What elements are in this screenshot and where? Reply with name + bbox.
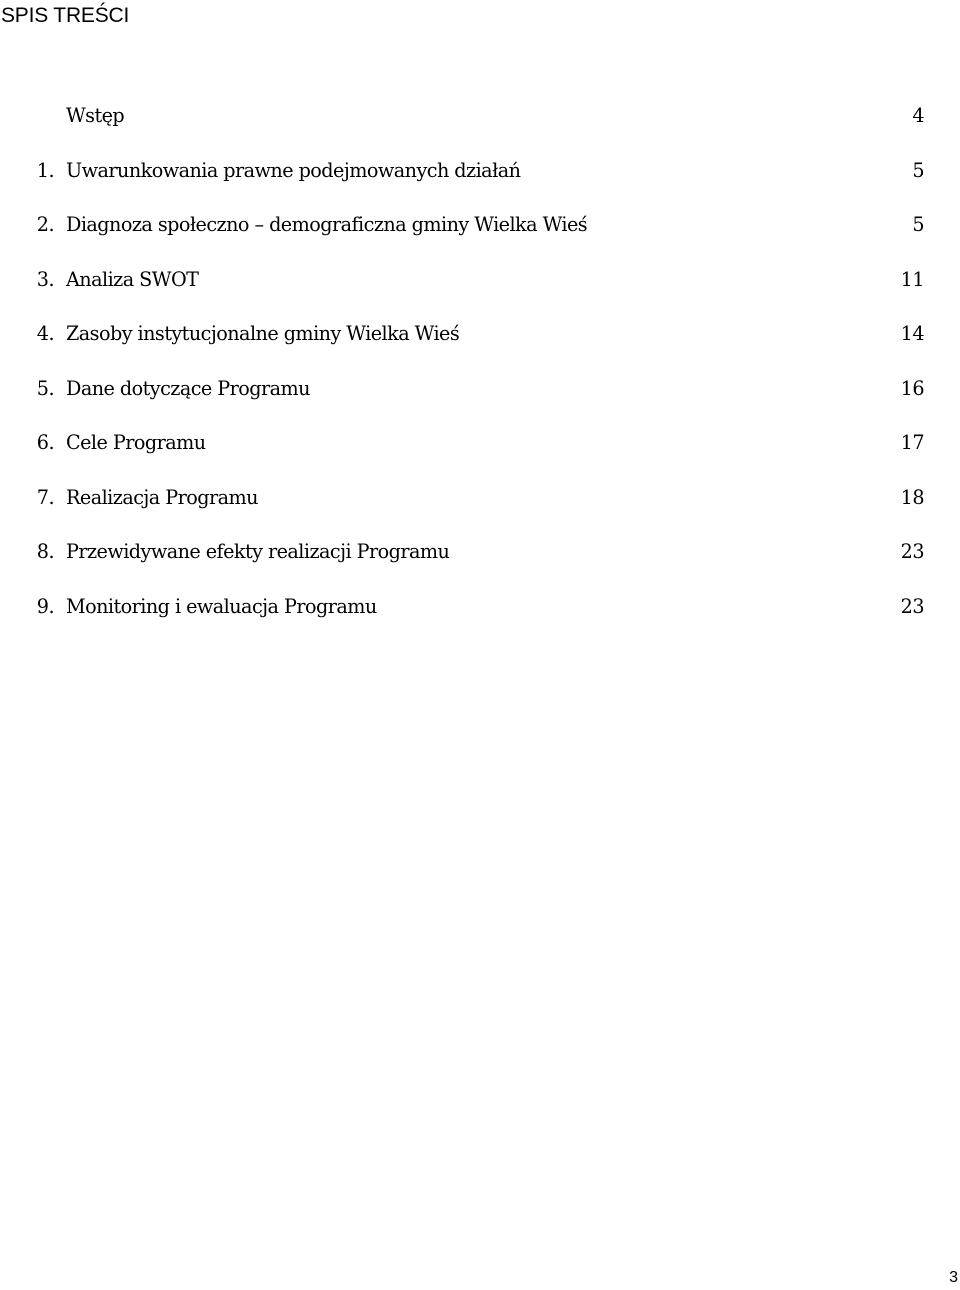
toc-entry-title: Wstęp xyxy=(66,104,125,127)
toc-entry-title: Uwarunkowania prawne podejmowanych działań xyxy=(66,158,521,182)
toc-entry-page: 14 xyxy=(900,322,924,345)
page-number: 3 xyxy=(949,1269,958,1286)
toc-entry-page: 23 xyxy=(900,540,924,563)
toc-entry-6[interactable] xyxy=(0,427,960,459)
toc-entry-9[interactable] xyxy=(0,591,960,623)
toc-entry-number: 6. xyxy=(36,431,54,454)
toc-entry-5[interactable] xyxy=(0,373,960,405)
toc-entry-number: 5. xyxy=(36,376,54,400)
toc-entry-page: 17 xyxy=(900,431,924,454)
toc-entry-page: 5 xyxy=(912,213,924,236)
toc-entry-title: Monitoring i ewaluacja Programu xyxy=(66,594,377,618)
toc-entry-number: 2. xyxy=(36,213,54,236)
toc-entry-number: 8. xyxy=(36,540,54,563)
toc-entry-7[interactable] xyxy=(0,482,960,514)
toc-entry-number: 9. xyxy=(36,594,54,618)
toc-entry-1[interactable] xyxy=(0,155,960,187)
toc-entry-page: 18 xyxy=(900,485,924,509)
toc-entry-page: 23 xyxy=(900,594,924,618)
toc-entry-title: Diagnoza społeczno – demograficzna gminy Wielka Wieś xyxy=(66,213,588,236)
page-title: SPIS TREŚCI xyxy=(1,4,130,27)
toc-entry-page: 5 xyxy=(912,158,924,182)
toc-entry-page: 4 xyxy=(912,104,924,127)
toc-entry-8[interactable] xyxy=(0,536,960,568)
toc-entry-title: Analiza SWOT xyxy=(66,267,199,291)
toc-entry-title: Realizacja Programu xyxy=(66,485,258,509)
toc-entry-number: 7. xyxy=(36,485,54,509)
toc-entry-title: Zasoby instytucjonalne gminy Wielka Wieś xyxy=(66,322,460,345)
toc-entry-number: 1. xyxy=(36,158,54,182)
toc-entry-title: Przewidywane efekty realizacji Programu xyxy=(66,540,450,563)
toc-entry-introduction[interactable] xyxy=(0,100,960,132)
toc-entry-title: Cele Programu xyxy=(66,431,206,454)
toc-entry-3[interactable] xyxy=(0,264,960,296)
toc-entry-title: Dane dotyczące Programu xyxy=(66,376,310,400)
toc-entry-page: 16 xyxy=(900,376,924,400)
toc-entry-page: 11 xyxy=(900,267,924,291)
toc-entry-2[interactable] xyxy=(0,209,960,241)
toc-entry-number: 4. xyxy=(36,322,54,345)
toc-entry-4[interactable] xyxy=(0,318,960,350)
toc-entry-number: 3. xyxy=(36,267,54,291)
